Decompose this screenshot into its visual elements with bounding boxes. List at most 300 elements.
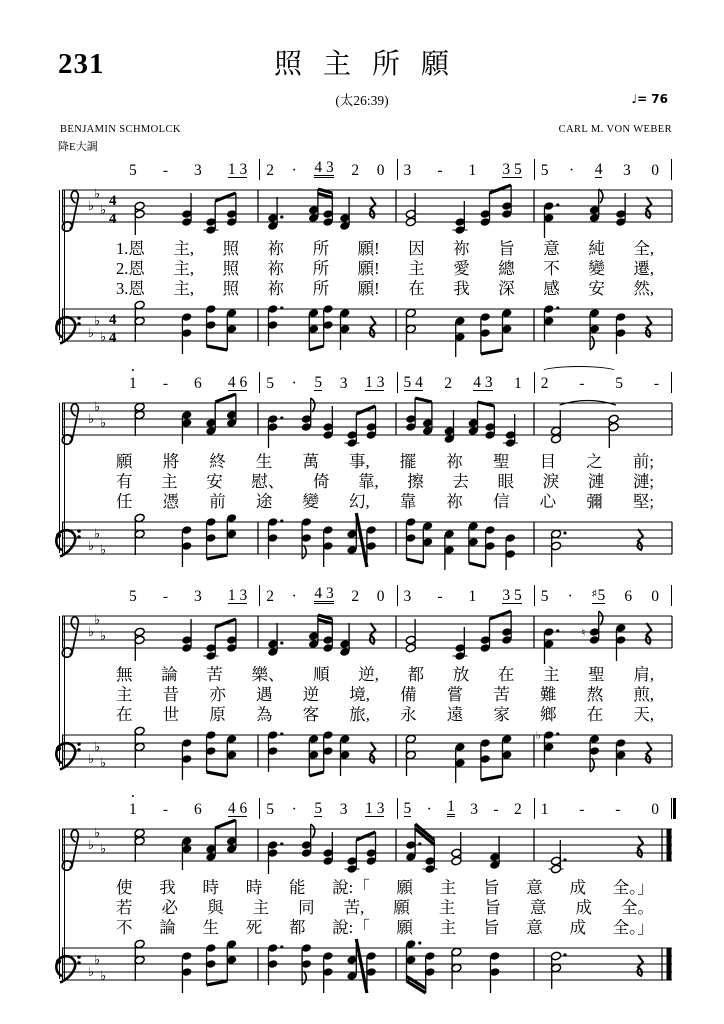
final-barline-thick (667, 948, 672, 980)
jianpu-token: · (569, 162, 575, 179)
note-event (134, 513, 145, 555)
lyric-syllable: 主 (252, 898, 270, 917)
jianpu-token: 4 6 (227, 800, 248, 817)
jianpu-token: 5 4 (403, 374, 423, 391)
note-event (181, 951, 192, 993)
lyric-syllable: 時 (245, 878, 263, 897)
system-left-barline (59, 190, 65, 340)
lyric-syllable: 願! (357, 259, 380, 278)
note-event (181, 312, 192, 354)
jianpu-measure (535, 159, 672, 180)
note-event (366, 951, 377, 993)
score-systems (0, 154, 724, 996)
jianpu-line (123, 793, 672, 819)
jianpu-measure (535, 798, 672, 819)
lyric-syllable: 論 (159, 918, 176, 937)
jianpu-token: 5 (540, 588, 549, 605)
lyric-syllable: 祢 (453, 239, 470, 258)
lyric-syllable: 主 (438, 898, 456, 917)
lyric-syllable: 我 (159, 878, 176, 897)
note-event (405, 824, 421, 862)
beam (318, 620, 332, 624)
beam (215, 619, 236, 627)
note-event (134, 201, 145, 235)
beam (415, 398, 432, 402)
note-event (480, 312, 491, 354)
flat-sign: ♭ (94, 314, 101, 329)
jianpu-measure (260, 798, 397, 819)
lyric-syllable: 願! (357, 239, 380, 258)
lyric-syllable: 2.恩 (116, 259, 145, 278)
note-event (405, 308, 416, 350)
jianpu-token: 0 (651, 801, 659, 818)
note-event (589, 308, 600, 350)
jianpu-line (123, 154, 672, 180)
lyric-syllable: 客 (302, 705, 320, 724)
lyric-syllable: 主 (161, 472, 178, 491)
note-event (226, 939, 237, 981)
lyric-syllable: 祢 (267, 279, 285, 298)
note-event (322, 951, 333, 993)
jianpu-token: ♯5 (591, 587, 606, 604)
flat-sign: ♭ (94, 826, 101, 841)
bass-staff (0, 938, 724, 996)
lyric-syllable: 逆 (302, 685, 320, 704)
lyric-syllable: 前; (632, 452, 654, 471)
lyric-syllable: 眼 (497, 472, 514, 491)
jianpu-token: - (162, 375, 168, 392)
note-event (454, 742, 465, 783)
lyric-line-1 (116, 452, 654, 472)
lyric-syllable: 為 (255, 705, 273, 724)
lyric-syllable: 憑 (162, 492, 180, 511)
jianpu-token: 4 3 (314, 585, 334, 602)
lyric-syllable: 主 (543, 665, 560, 684)
lyric-syllable: 照 (222, 279, 240, 298)
jianpu-token: 3 (470, 801, 479, 818)
note-event (405, 517, 416, 559)
lyric-syllable: 不 (116, 918, 133, 937)
lyric-syllable: 愛 (453, 259, 470, 278)
lyric-syllable: 旨 (482, 878, 500, 897)
lyric-syllable: 幻, (349, 492, 370, 511)
lyric-syllable: 放 (452, 665, 470, 684)
note-event (366, 525, 377, 567)
lyric-syllable: 全。」 (612, 918, 654, 937)
flat-sign: ♭ (88, 539, 95, 554)
lyric-syllable: 心 (539, 492, 557, 511)
jianpu-token: · (291, 801, 297, 818)
note-event (181, 738, 192, 780)
composer-credit: CARL M. VON WEBER (558, 124, 672, 135)
jianpu-token: 2 (351, 588, 360, 605)
lyric-syllable: 樂、 (251, 665, 285, 684)
lyric-syllable: 擦 (407, 472, 424, 491)
jianpu-measure (398, 798, 535, 819)
lyric-syllable: 遷, (633, 259, 654, 278)
note-event (181, 525, 192, 567)
lyric-syllable: 遇 (255, 685, 273, 704)
jianpu-token: 0 (651, 588, 659, 605)
lyric-syllable: 永 (400, 705, 417, 724)
jianpu-token: 1 3 (227, 161, 248, 178)
lyric-line-2 (116, 259, 654, 279)
lyric-syllable: 祢 (267, 239, 285, 258)
note-event (205, 304, 216, 346)
final-barline-thick (667, 829, 672, 861)
lyric-syllable: 感 (543, 279, 560, 298)
note-event (308, 308, 319, 350)
lyric-syllable: 深 (498, 279, 515, 298)
flat-sign: ♭ (94, 613, 101, 628)
jianpu-measure (398, 372, 535, 393)
lyric-line-2 (116, 898, 654, 918)
lyric-syllable: 祢 (446, 492, 463, 511)
bass-staff (0, 725, 724, 783)
jianpu-token: 1 (540, 801, 549, 818)
lyric-syllable: 願 (396, 878, 413, 897)
lyrics-block (0, 877, 724, 938)
lyric-syllable: 同 (298, 898, 315, 917)
lyric-syllable: 意 (543, 239, 560, 258)
note-event (339, 734, 350, 776)
note-event (424, 951, 435, 993)
jianpu-measure (123, 585, 260, 606)
lyric-syllable: 願 (393, 898, 410, 917)
rest (370, 197, 376, 218)
note-event (226, 308, 237, 350)
note-event (444, 529, 455, 570)
lyric-syllable: 有 (116, 472, 133, 491)
jianpu-token: 1 (468, 588, 477, 605)
treble-staff (0, 606, 724, 664)
time-signature: 4 (109, 312, 117, 328)
note-event (322, 730, 333, 772)
lyric-syllable: 祢 (267, 259, 285, 278)
lyric-syllable: 煎, (633, 685, 654, 704)
note-event (346, 513, 357, 555)
flat-sign: ♭ (94, 953, 101, 968)
flat-sign: ♭ (94, 187, 101, 202)
svg-text:♭: ♭ (535, 729, 542, 742)
jianpu-token: 5 (615, 375, 624, 392)
note-event (339, 308, 350, 350)
system-left-barline (59, 829, 65, 979)
jianpu-token: - (437, 162, 443, 179)
lyric-syllable: 去 (452, 472, 469, 491)
jianpu-measure (260, 372, 397, 393)
beam (481, 350, 503, 354)
lyrics-block (0, 238, 724, 299)
jianpu-token: 5 (540, 162, 549, 179)
jianpu-token: 1 (468, 162, 477, 179)
lyrics-block (0, 664, 724, 725)
jianpu-token: - (437, 588, 443, 605)
beam (469, 563, 486, 567)
beam (318, 194, 332, 198)
jianpu-token: · (291, 588, 297, 605)
lyric-syllable: 鄉 (540, 705, 557, 724)
note-event (405, 734, 416, 776)
lyric-syllable: 全。 (620, 898, 654, 917)
jianpu-token: 4 3 (314, 159, 334, 176)
lyric-syllable: 意 (529, 898, 547, 917)
lyric-syllable: 逆, (358, 665, 379, 684)
lyric-syllable: 主, (173, 259, 195, 278)
rest (370, 742, 376, 763)
lyric-syllable: 旨 (484, 898, 501, 917)
lyric-syllable: 聖 (493, 452, 510, 471)
jianpu-token: · (426, 801, 432, 818)
rest (370, 316, 376, 337)
note-event (550, 529, 566, 567)
lyric-line-3 (116, 279, 654, 299)
flat-sign: ♭ (100, 330, 107, 345)
note-event (489, 951, 500, 993)
lyric-syllable: 天, (633, 705, 654, 724)
rest (646, 197, 652, 218)
lyric-syllable: 我 (453, 279, 470, 298)
jianpu-token: 3 (622, 162, 631, 179)
lyric-syllable: 境, (349, 685, 370, 704)
lyric-syllable: 亦 (209, 685, 226, 704)
jianpu-token: 1 3 (365, 374, 385, 391)
lyric-syllable: 漣; (632, 472, 654, 491)
lyric-syllable: 主 (116, 685, 133, 704)
lyric-syllable: 成 (575, 898, 592, 917)
jianpu-token: 1 3 (227, 587, 248, 604)
beam (207, 772, 228, 776)
time-signature: 4 (109, 211, 117, 227)
lyric-syllable: 主, (173, 279, 195, 298)
flat-sign: ♭ (100, 629, 107, 644)
tempo-marking: ♩= 76 (631, 92, 668, 106)
beam (490, 185, 512, 193)
note-event (226, 513, 237, 555)
lyric-syllable: 意 (526, 878, 543, 897)
jianpu-token: 3 (403, 588, 412, 605)
lyric-syllable: 事, (349, 452, 370, 471)
note-event (301, 943, 312, 985)
system-left-barline (59, 403, 65, 553)
lyric-syllable: 旅, (349, 705, 370, 724)
lyric-syllable: 所 (312, 259, 330, 278)
lyric-syllable: 在 (497, 665, 515, 684)
scripture-reference: (太26:39) (335, 93, 389, 108)
lyric-syllable: 願 (116, 452, 133, 471)
lyric-syllable: 所 (312, 239, 330, 258)
lyric-line-3 (116, 918, 654, 938)
note-event (405, 939, 421, 981)
beam (407, 559, 424, 563)
flat-sign: ♭ (94, 527, 101, 542)
jianpu-token: - (579, 801, 585, 818)
note-event (308, 734, 319, 776)
note-event (543, 304, 559, 342)
note-event (484, 525, 495, 567)
jianpu-token: 1 (513, 375, 522, 392)
beam (356, 939, 367, 993)
jianpu-token: 5 (266, 801, 274, 818)
jianpu-token: - (493, 801, 499, 818)
lyric-syllable: 因 (408, 239, 425, 258)
lyric-line-1 (116, 239, 654, 259)
flat-sign: ♭ (88, 965, 95, 980)
lyric-syllable: 論 (161, 665, 178, 684)
treble-staff (0, 393, 724, 451)
note-event (267, 414, 283, 448)
jianpu-token: 6 (194, 375, 202, 392)
lyric-syllable: 肩, (633, 665, 654, 684)
lyric-syllable: 成 (569, 878, 586, 897)
lyric-syllable: 成 (569, 918, 586, 937)
beam (215, 193, 236, 201)
flat-sign: ♭ (100, 969, 107, 984)
note-event (134, 939, 145, 981)
jianpu-measure (260, 585, 397, 606)
note-event (205, 730, 216, 772)
lyric-syllable: 漣 (587, 472, 605, 491)
jianpu-token: 1 (447, 798, 455, 815)
jianpu-token: - (162, 801, 168, 818)
lyric-syllable: 使 (116, 878, 133, 897)
lyric-syllable: 主 (408, 259, 425, 278)
jianpu-token: 2 (444, 375, 452, 392)
jianpu-token: • 1 (129, 802, 137, 817)
jianpu-token: 1 3 (365, 800, 385, 817)
system-left-barline (59, 616, 65, 766)
lyric-syllable: 彌 (586, 492, 603, 511)
lyric-syllable: 目 (539, 452, 557, 471)
beam (309, 772, 323, 776)
system-1 (0, 154, 724, 357)
rest (370, 623, 376, 644)
jianpu-measure (398, 159, 535, 180)
note-event (205, 943, 216, 985)
jianpu-measure (535, 372, 672, 393)
svg-text:♮: ♮ (581, 626, 586, 639)
treble-staff (0, 180, 724, 238)
lyric-syllable: 變 (588, 259, 605, 278)
lyric-syllable: 無 (116, 665, 133, 684)
lyric-syllable: 旨 (482, 918, 500, 937)
lyric-syllable: 前 (209, 492, 226, 511)
treble-staff (0, 819, 724, 877)
note-event (468, 521, 479, 563)
lyric-syllable: 願! (357, 279, 380, 298)
note-event (454, 316, 465, 357)
time-signature: 4 (109, 330, 117, 346)
lyric-syllable: 世 (162, 705, 180, 724)
lyric-syllable: 所 (312, 279, 330, 298)
jianpu-token: 3 (194, 588, 202, 605)
lyric-syllable: 原 (209, 705, 226, 724)
beam (215, 820, 236, 828)
jianpu-token: 3 5 (502, 587, 522, 604)
note-event (615, 738, 626, 776)
lyric-syllable: 聖 (588, 665, 605, 684)
lyric-syllable: 願 (396, 918, 413, 937)
jianpu-token: - (162, 162, 168, 179)
rest (637, 955, 643, 976)
flat-sign: ♭ (88, 326, 95, 341)
flat-sign: ♭ (88, 838, 95, 853)
jianpu-line (123, 580, 672, 606)
flat-sign: ♭ (100, 416, 107, 431)
lyric-syllable: 主 (439, 918, 457, 937)
lyric-syllable: 生 (255, 452, 273, 471)
system-4 (0, 793, 724, 996)
jianpu-token: 3 5 (502, 161, 522, 178)
note-event (608, 414, 619, 448)
jianpu-token: 4 (594, 161, 603, 178)
note-event (301, 517, 312, 559)
system-2 (0, 367, 724, 570)
jianpu-token: 3 (339, 375, 348, 392)
lyric-syllable: 主 (439, 878, 457, 897)
jianpu-token: 2 (351, 162, 360, 179)
lyric-syllable: 若 (116, 898, 133, 917)
note-event (451, 947, 462, 989)
jianpu-token: - (615, 801, 621, 818)
flat-sign: ♭ (100, 756, 107, 771)
note-event (615, 623, 626, 661)
beam (215, 394, 236, 402)
flat-sign: ♭ (100, 842, 107, 857)
jianpu-token: - (162, 588, 168, 605)
jianpu-measure (398, 585, 535, 606)
note-event (205, 517, 216, 559)
lyric-syllable: 慰、 (251, 472, 285, 491)
page-title: 照 主 所 願 (273, 49, 456, 80)
note-event (505, 533, 516, 570)
jianpu-measure (123, 798, 260, 819)
jianpu-measure (535, 585, 672, 606)
lyric-syllable: 苦 (206, 665, 223, 684)
beam (356, 513, 367, 567)
note-event (346, 939, 357, 981)
lyric-syllable: 在 (116, 705, 133, 724)
jianpu-token: 5 (129, 588, 137, 605)
lyric-syllable: 家 (493, 705, 510, 724)
beam (207, 346, 228, 350)
note-event (501, 308, 512, 350)
flat-sign: ♭ (94, 740, 101, 755)
flat-sign: ♭ (88, 199, 95, 214)
lyricist-credit: BENJAMIN SCHMOLCK (60, 124, 181, 135)
lyric-syllable: 總 (498, 259, 515, 278)
lyric-syllable: 意 (526, 918, 543, 937)
lyric-syllable: 死 (245, 918, 263, 937)
note-event (543, 201, 559, 238)
jianpu-token: 4 3 (473, 374, 493, 391)
jianpu-token: 0 (651, 162, 659, 179)
jianpu-token: 0 (376, 162, 385, 179)
jianpu-token: 5 (129, 162, 137, 179)
note-event (615, 312, 626, 354)
jianpu-token: 5 (403, 800, 412, 817)
lyric-syllable: 3.恩 (116, 279, 145, 298)
jianpu-token: 2 (540, 375, 549, 392)
flat-sign: ♭ (100, 543, 107, 558)
flat-sign: ♭ (100, 203, 107, 218)
lyric-syllable: 在 (408, 279, 425, 298)
jianpu-token: 3 (194, 162, 202, 179)
beam (207, 981, 228, 985)
lyric-syllable: 生 (202, 918, 219, 937)
jianpu-token: - (653, 375, 659, 392)
lyric-syllable: 與 (207, 898, 224, 917)
